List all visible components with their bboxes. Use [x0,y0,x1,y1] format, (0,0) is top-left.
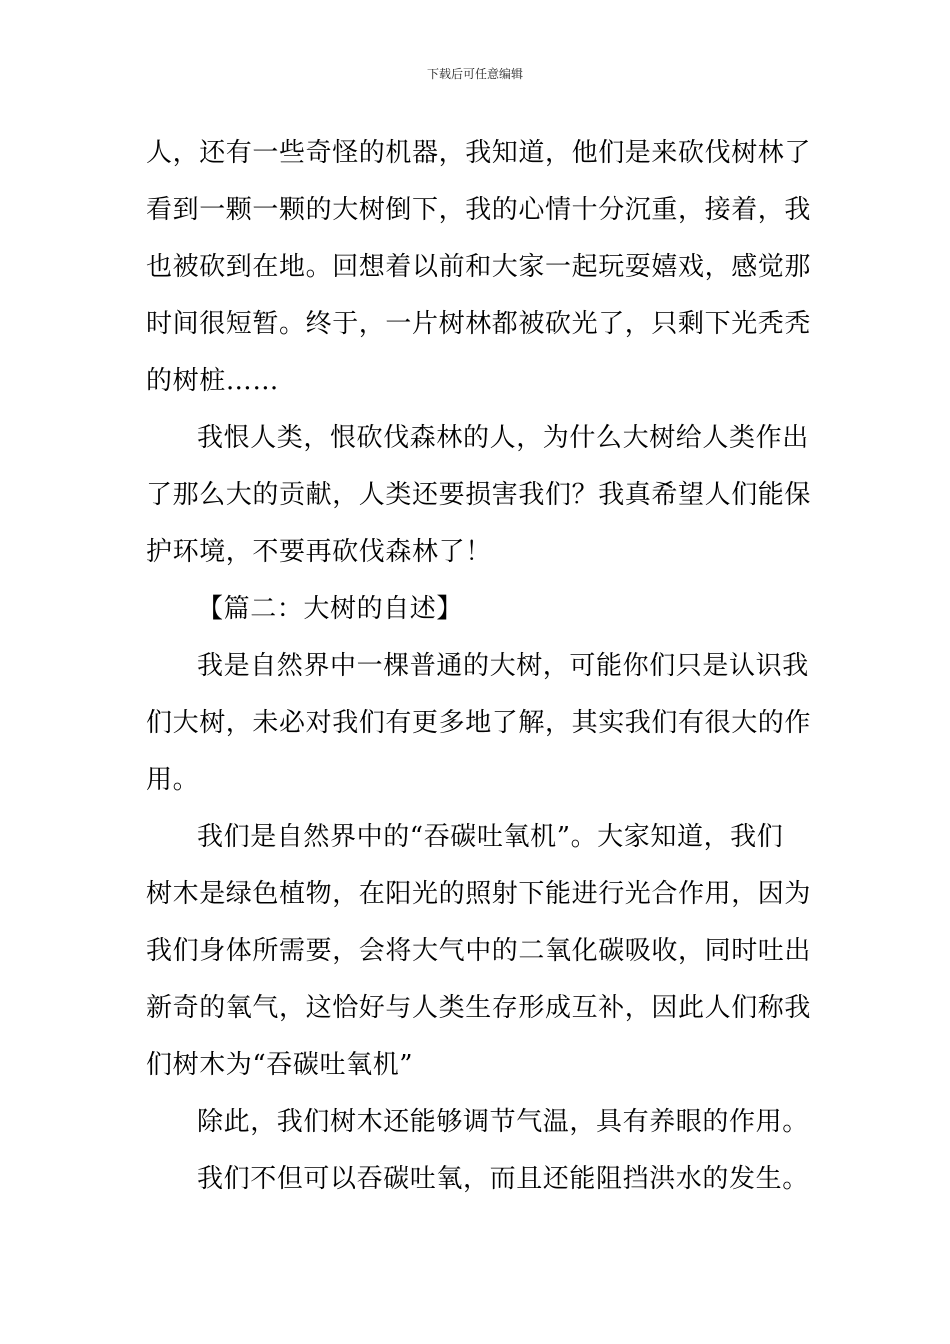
text-line: 树木是绿色植物，在阳光的照射下能进行光合作用，因为 [146,879,812,909]
body-text [146,131,810,1214]
text-line: 我们是自然界中的“吞碳吐氧机”。大家知道，我们 [197,822,784,852]
text-line: 我们身体所需要，会将大气中的二氧化碳吸收，同时吐出 [146,936,812,966]
text-line: 人，还有一些奇怪的机器，我知道，他们是来砍伐树林了 [146,138,812,168]
text-line: 也被砍到在地。回想着以前和大家一起玩耍嬉戏，感觉那 [146,252,812,282]
page-header: 下载后可任意编辑 [426,67,523,81]
text-line: 的树桩…… [146,366,280,396]
section-heading: 【篇二：大树的自述】 [197,594,464,624]
text-line: 护环境，不要再砍伐森林了！ [146,537,492,567]
text-line: 用。 [146,765,200,795]
text-line: 们树木为“吞碳吐氧机” [146,1050,414,1080]
text-line: 除此，我们树木还能够调节气温，具有养眼的作用。 [197,1107,809,1137]
text-line: 新奇的氧气，这恰好与人类生存形成互补，因此人们称我 [146,993,812,1023]
text-line: 了那么大的贡献，人类还要损害我们？我真希望人们能保 [146,480,812,510]
text-line: 们大树，未必对我们有更多地了解，其实我们有很大的作 [146,708,812,738]
text-line: 时间很短暂。终于，一片树林都被砍光了，只剩下光秃秃 [146,309,812,339]
text-line: 我们不但可以吞碳吐氧，而且还能阻挡洪水的发生。 [197,1164,809,1194]
text-line: 看到一颗一颗的大树倒下，我的心情十分沉重，接着，我 [146,195,812,225]
text-line: 我恨人类，恨砍伐森林的人，为什么大树给人类作出 [197,423,809,453]
text-line: 我是自然界中一棵普通的大树，可能你们只是认识我 [197,651,809,681]
